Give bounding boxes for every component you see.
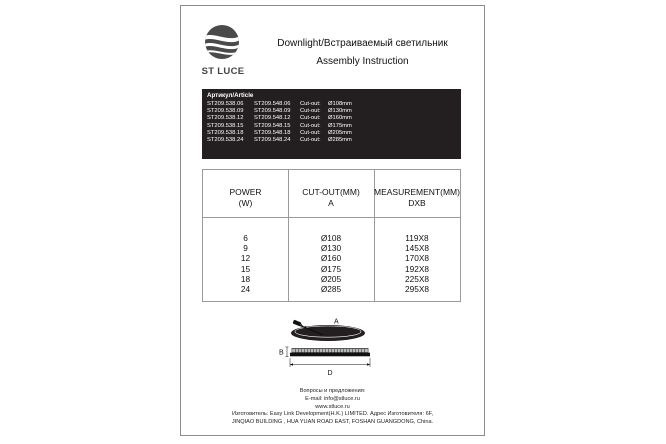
table-cell: Ø175 bbox=[320, 263, 342, 274]
cutout-size: Ø130mm bbox=[328, 108, 352, 115]
article-row bbox=[207, 101, 456, 108]
measurement-header: MEASUREMENT(MM) DXB bbox=[374, 187, 460, 208]
article-code: ST209.548.06 bbox=[254, 101, 291, 107]
table-cell: 119X8 bbox=[405, 233, 429, 243]
brand-name: ST LUCE bbox=[201, 66, 245, 77]
article-code: ST209.548.18 bbox=[254, 129, 291, 136]
table-cell: 6 bbox=[243, 233, 248, 243]
dimension-diagram bbox=[276, 314, 396, 379]
table-cell: 18 bbox=[240, 273, 251, 284]
measurement-values bbox=[374, 233, 460, 294]
article-code: ST209.538.24 bbox=[207, 137, 244, 144]
table-cell: Ø130 bbox=[320, 243, 342, 254]
table-cell: 295X8 bbox=[405, 284, 429, 295]
article-header: Артикул/Article bbox=[207, 92, 254, 99]
cutout-label: Cut-out: bbox=[300, 137, 321, 144]
article-box bbox=[202, 89, 461, 159]
table-cell: Ø205 bbox=[320, 273, 342, 284]
label-a: A bbox=[334, 318, 339, 326]
table-cell: Ø160 bbox=[320, 253, 342, 264]
cutout-hole-icon bbox=[291, 325, 365, 341]
table-cell: 145X8 bbox=[405, 243, 429, 254]
article-code: ST209.538.09 bbox=[207, 108, 244, 115]
table-cell: 9 bbox=[243, 243, 248, 254]
article-row bbox=[207, 130, 456, 137]
footer-address: JINQIAO BUILDING , HUA YUAN ROAD EAST, FOSHAN GUANGDONG, China. bbox=[231, 419, 434, 426]
table-cell: 170X8 bbox=[405, 253, 429, 264]
footer-contacts bbox=[181, 388, 484, 427]
power-values bbox=[203, 233, 288, 294]
spec-table bbox=[202, 169, 461, 302]
table-cell: 15 bbox=[240, 263, 251, 274]
cutout-values bbox=[288, 233, 374, 294]
article-code: ST209.548.24 bbox=[254, 137, 291, 144]
footer-manufacturer: Изготовитель: Easy Link Development(H.K.) LIMITED. Адрес Изготовителя: 6F, bbox=[231, 411, 434, 418]
article-code: ST209.548.15 bbox=[254, 122, 291, 129]
cutout-label: Cut-out: bbox=[300, 115, 321, 122]
article-row bbox=[207, 123, 456, 130]
cutout-header: CUT-OUT(MM) A bbox=[302, 187, 360, 208]
document-subtitle: Assembly Instruction bbox=[316, 56, 409, 67]
article-code: ST209.548.12 bbox=[254, 115, 291, 122]
article-code: ST209.548.09 bbox=[254, 108, 291, 115]
cutout-size: Ø108mm bbox=[328, 101, 352, 107]
cutout-label: Cut-out: bbox=[300, 101, 321, 107]
table-cell: Ø108 bbox=[320, 233, 342, 243]
article-row bbox=[207, 115, 456, 122]
footer-email: E-mail: info@stluce.ru bbox=[305, 395, 360, 402]
st-luce-logo-icon bbox=[204, 24, 240, 60]
cutout-size: Ø160mm bbox=[328, 115, 352, 122]
downlight-panel-icon bbox=[290, 349, 370, 357]
table-cell: 12 bbox=[240, 253, 251, 264]
product-title: Downlight/Встраиваемый светильник bbox=[277, 38, 448, 49]
article-row bbox=[207, 137, 456, 144]
table-cell: 192X8 bbox=[405, 263, 429, 274]
label-b: B bbox=[279, 349, 284, 357]
table-cell: Ø285 bbox=[320, 284, 342, 295]
article-code: ST209.538.15 bbox=[207, 122, 244, 129]
table-divider bbox=[203, 217, 460, 218]
cutout-label: Cut-out: bbox=[300, 122, 321, 129]
cutout-size: Ø205mm bbox=[328, 129, 352, 136]
power-header: POWER (W) bbox=[229, 187, 262, 208]
article-code: ST209.538.06 bbox=[207, 101, 244, 107]
instruction-sheet bbox=[180, 5, 485, 436]
cutout-size: Ø285mm bbox=[328, 137, 352, 144]
cutout-label: Cut-out: bbox=[300, 129, 321, 136]
label-d: D bbox=[327, 370, 333, 377]
table-cell: 24 bbox=[240, 284, 251, 295]
table-cell: 225X8 bbox=[405, 273, 429, 284]
cutout-label: Cut-out: bbox=[300, 108, 321, 115]
article-row bbox=[207, 108, 456, 115]
article-code: ST209.538.12 bbox=[207, 115, 244, 122]
footer-questions: Вопросы и предложения: bbox=[299, 388, 366, 394]
footer-website: www.stluce.ru bbox=[315, 403, 350, 410]
article-code: ST209.538.18 bbox=[207, 129, 244, 136]
cutout-size: Ø175mm bbox=[328, 122, 352, 129]
